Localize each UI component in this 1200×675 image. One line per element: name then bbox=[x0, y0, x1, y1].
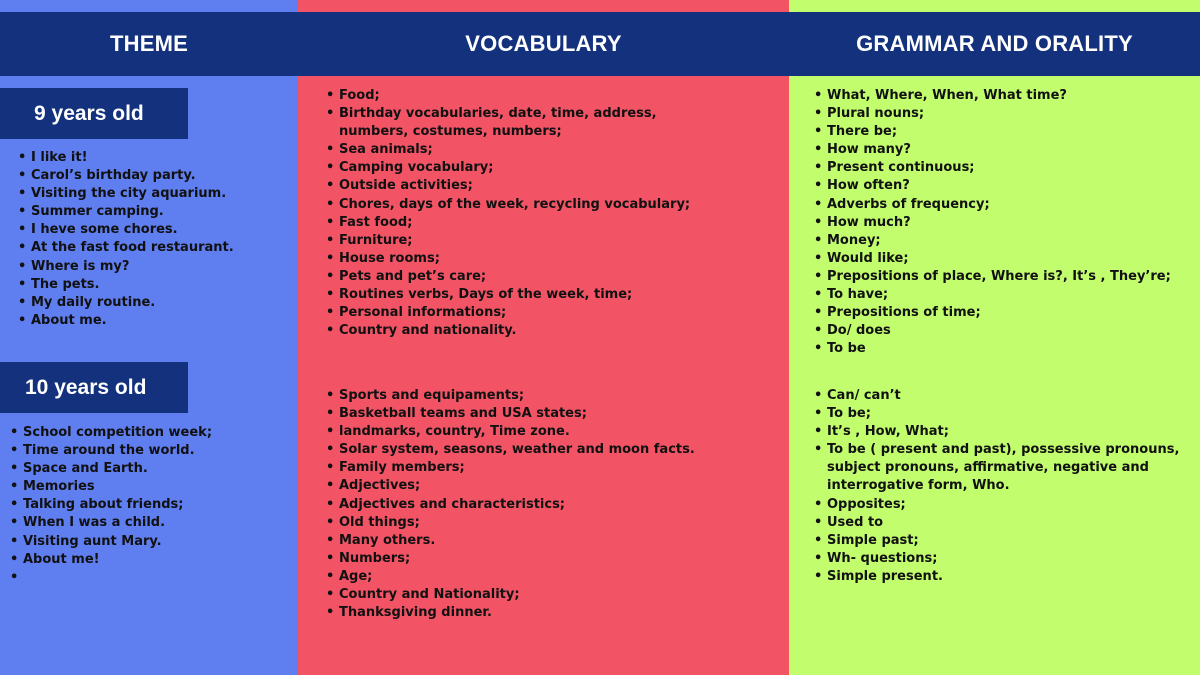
list-item: • Sports and equipaments; bbox=[325, 387, 765, 405]
list-item: • Birthday vocabularies, date, time, address, numbers, costumes, numbers; bbox=[325, 105, 715, 141]
list-item: • I like it! bbox=[17, 149, 234, 167]
list-item: • Would like; bbox=[813, 250, 1193, 268]
list-item: • Wh- questions; bbox=[813, 550, 1197, 568]
list-item: • Routines verbs, Days of the week, time; bbox=[325, 286, 715, 304]
list-item: • Carol’s birthday party. bbox=[17, 167, 234, 185]
list-item: • Prepositions of place, Where is?, It’s , They’re; bbox=[813, 268, 1193, 286]
list-item: • Simple present. bbox=[813, 568, 1197, 586]
list-item: • Used to bbox=[813, 514, 1197, 532]
list-item: • House rooms; bbox=[325, 250, 715, 268]
list-item: • About me. bbox=[17, 312, 234, 330]
list-item: • Camping vocabulary; bbox=[325, 159, 715, 177]
list-item: • Solar system, seasons, weather and moon facts. bbox=[325, 441, 765, 459]
list-item: • School competition week; bbox=[9, 424, 212, 442]
list-item: • When I was a child. bbox=[9, 514, 212, 532]
list-item: • Time around the world. bbox=[9, 442, 212, 460]
theme-header: THEME bbox=[110, 31, 188, 56]
age-10-label: 10 years old bbox=[0, 362, 188, 413]
list-item: • Money; bbox=[813, 232, 1193, 250]
list-item: • About me! bbox=[9, 551, 212, 569]
list-item: • Country and Nationality; bbox=[325, 586, 765, 604]
list-item: • What, Where, When, What time? bbox=[813, 87, 1193, 105]
list-item: • Pets and pet’s care; bbox=[325, 268, 715, 286]
list-item: • Adverbs of frequency; bbox=[813, 196, 1193, 214]
list-item: • Personal informations; bbox=[325, 304, 715, 322]
list-item: • It’s , How, What; bbox=[813, 423, 1197, 441]
list-item: • landmarks, country, Time zone. bbox=[325, 423, 765, 441]
grammar-list-9 bbox=[813, 87, 1193, 358]
list-item: • My daily routine. bbox=[17, 294, 234, 312]
list-item: • Summer camping. bbox=[17, 203, 234, 221]
list-item: • Do/ does bbox=[813, 322, 1193, 340]
list-item: • Chores, days of the week, recycling vocabulary; bbox=[325, 196, 715, 214]
list-item: • Furniture; bbox=[325, 232, 715, 250]
list-item: • Many others. bbox=[325, 532, 765, 550]
list-item: • There be; bbox=[813, 123, 1193, 141]
list-item: • Country and nationality. bbox=[325, 322, 715, 340]
list-item: • Thanksgiving dinner. bbox=[325, 604, 765, 622]
list-item: • How many? bbox=[813, 141, 1193, 159]
age-9-label: 9 years old bbox=[0, 88, 188, 139]
list-item: • Food; bbox=[325, 87, 715, 105]
list-item: • How much? bbox=[813, 214, 1193, 232]
list-item: • How often? bbox=[813, 177, 1193, 195]
list-item: • Where is my? bbox=[17, 258, 234, 276]
list-item: • At the fast food restaurant. bbox=[17, 239, 234, 257]
list-item: • Fast food; bbox=[325, 214, 715, 232]
list-item: • Can/ can’t bbox=[813, 387, 1197, 405]
list-item: • To be; bbox=[813, 405, 1197, 423]
list-item: • Age; bbox=[325, 568, 765, 586]
list-item: • Talking about friends; bbox=[9, 496, 212, 514]
vocabulary-list-9 bbox=[325, 87, 715, 340]
grammar-list-10 bbox=[813, 387, 1197, 586]
list-item: • Simple past; bbox=[813, 532, 1197, 550]
list-item: • Present continuous; bbox=[813, 159, 1193, 177]
list-item: • To be bbox=[813, 340, 1193, 358]
list-item: • To be ( present and past), possessive pronouns, subject pronouns, affirmative, negative and interrogative form, Who. bbox=[813, 441, 1197, 495]
list-item: • Space and Earth. bbox=[9, 460, 212, 478]
theme-list-10 bbox=[9, 424, 212, 569]
list-item: • To have; bbox=[813, 286, 1193, 304]
list-item: • Adjectives and characteristics; bbox=[325, 496, 765, 514]
list-item: • Numbers; bbox=[325, 550, 765, 568]
list-item: • Outside activities; bbox=[325, 177, 715, 195]
theme-list-9 bbox=[17, 149, 234, 330]
list-item: • The pets. bbox=[17, 276, 234, 294]
grammar-header: GRAMMAR AND ORALITY bbox=[856, 31, 1133, 56]
list-item: • I heve some chores. bbox=[17, 221, 234, 239]
vocabulary-list-10 bbox=[325, 387, 765, 622]
list-item: • Adjectives; bbox=[325, 477, 765, 495]
list-item: • Prepositions of time; bbox=[813, 304, 1193, 322]
list-item: • Opposites; bbox=[813, 496, 1197, 514]
list-item: • Sea animals; bbox=[325, 141, 715, 159]
list-item: • Plural nouns; bbox=[813, 105, 1193, 123]
vocabulary-header: VOCABULARY bbox=[465, 31, 622, 56]
list-item: • Memories bbox=[9, 478, 212, 496]
list-item: • Basketball teams and USA states; bbox=[325, 405, 765, 423]
list-item: • Old things; bbox=[325, 514, 765, 532]
list-item: • Visiting the city aquarium. bbox=[17, 185, 234, 203]
list-item: • Visiting aunt Mary. bbox=[9, 533, 212, 551]
list-item: • Family members; bbox=[325, 459, 765, 477]
